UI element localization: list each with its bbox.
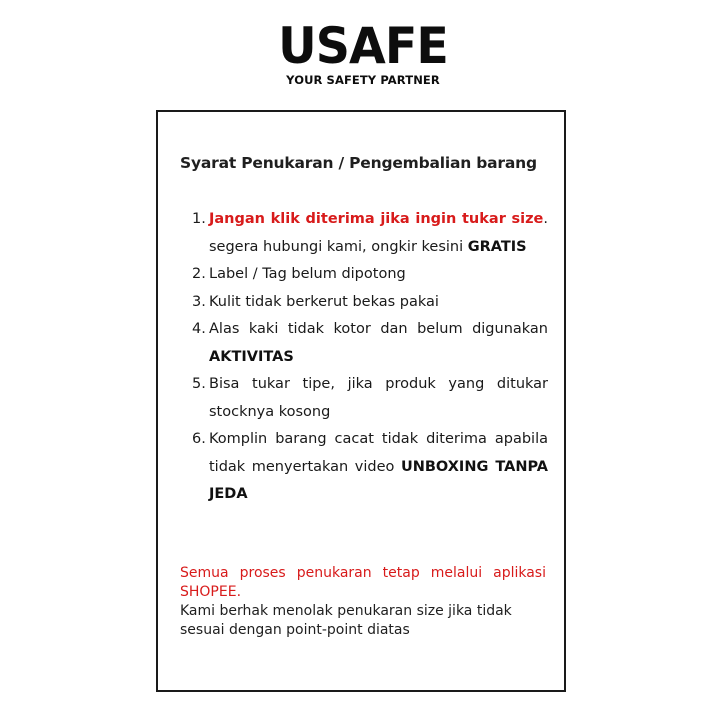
rule-text bbox=[209, 289, 548, 317]
rule-item bbox=[192, 261, 548, 289]
brand-logo bbox=[0, 17, 726, 87]
rule-text bbox=[209, 261, 548, 289]
rule-item bbox=[192, 371, 548, 426]
rule-text-segment: Label / Tag belum dipotong bbox=[209, 266, 406, 282]
rule-text-segment: UNBOXING TANPA JEDA bbox=[209, 458, 548, 502]
rule-item bbox=[192, 316, 548, 371]
rule-number: 1. bbox=[192, 211, 206, 227]
rule-text-segment: Bisa tukar tipe, jika produk yang ditukar stocknya kosong bbox=[209, 376, 548, 420]
rule-text-segment: Kulit tidak berkerut bekas pakai bbox=[209, 293, 439, 310]
rule-item bbox=[192, 206, 548, 261]
policy-footer bbox=[180, 564, 546, 640]
rule-text-segment: . segera hubungi kami, ongkir kesini bbox=[209, 211, 548, 255]
policy-title: Syarat Penukaran / Pengembalian barang bbox=[180, 154, 537, 172]
exchange-policy-card bbox=[156, 110, 566, 692]
rules-list bbox=[192, 206, 548, 509]
rule-number: 4. bbox=[192, 321, 206, 337]
rule-number: 6. bbox=[192, 431, 206, 447]
rule-text bbox=[209, 426, 548, 509]
rule-text-segment: AKTIVITAS bbox=[209, 348, 294, 365]
rule-text-segment: Komplin barang cacat tidak diterima apabila tidak menyertakan video bbox=[209, 431, 548, 475]
rule-item bbox=[192, 426, 548, 509]
rule-number: 2. bbox=[192, 266, 206, 282]
rule-text bbox=[209, 316, 548, 371]
rule-number: 3. bbox=[192, 293, 206, 310]
rule-number: 5. bbox=[192, 376, 206, 392]
rule-text-segment: Alas kaki tidak kotor dan belum digunakan bbox=[209, 321, 548, 337]
rule-text-segment: Jangan klik diterima jika ingin tukar size bbox=[209, 211, 544, 227]
brand-tagline: YOUR SAFETY PARTNER bbox=[286, 73, 440, 87]
rule-text-segment: GRATIS bbox=[467, 238, 527, 255]
rule-text bbox=[209, 371, 548, 426]
footer-warning: Semua proses penukaran tetap melalui aplikasi SHOPEE. bbox=[180, 565, 546, 600]
rule-text bbox=[209, 206, 548, 261]
rule-item bbox=[192, 289, 548, 317]
footer-note: Kami berhak menolak penukaran size jika tidak sesuai dengan point-point diatas bbox=[180, 603, 512, 638]
brand-name: USAFE bbox=[278, 17, 448, 75]
